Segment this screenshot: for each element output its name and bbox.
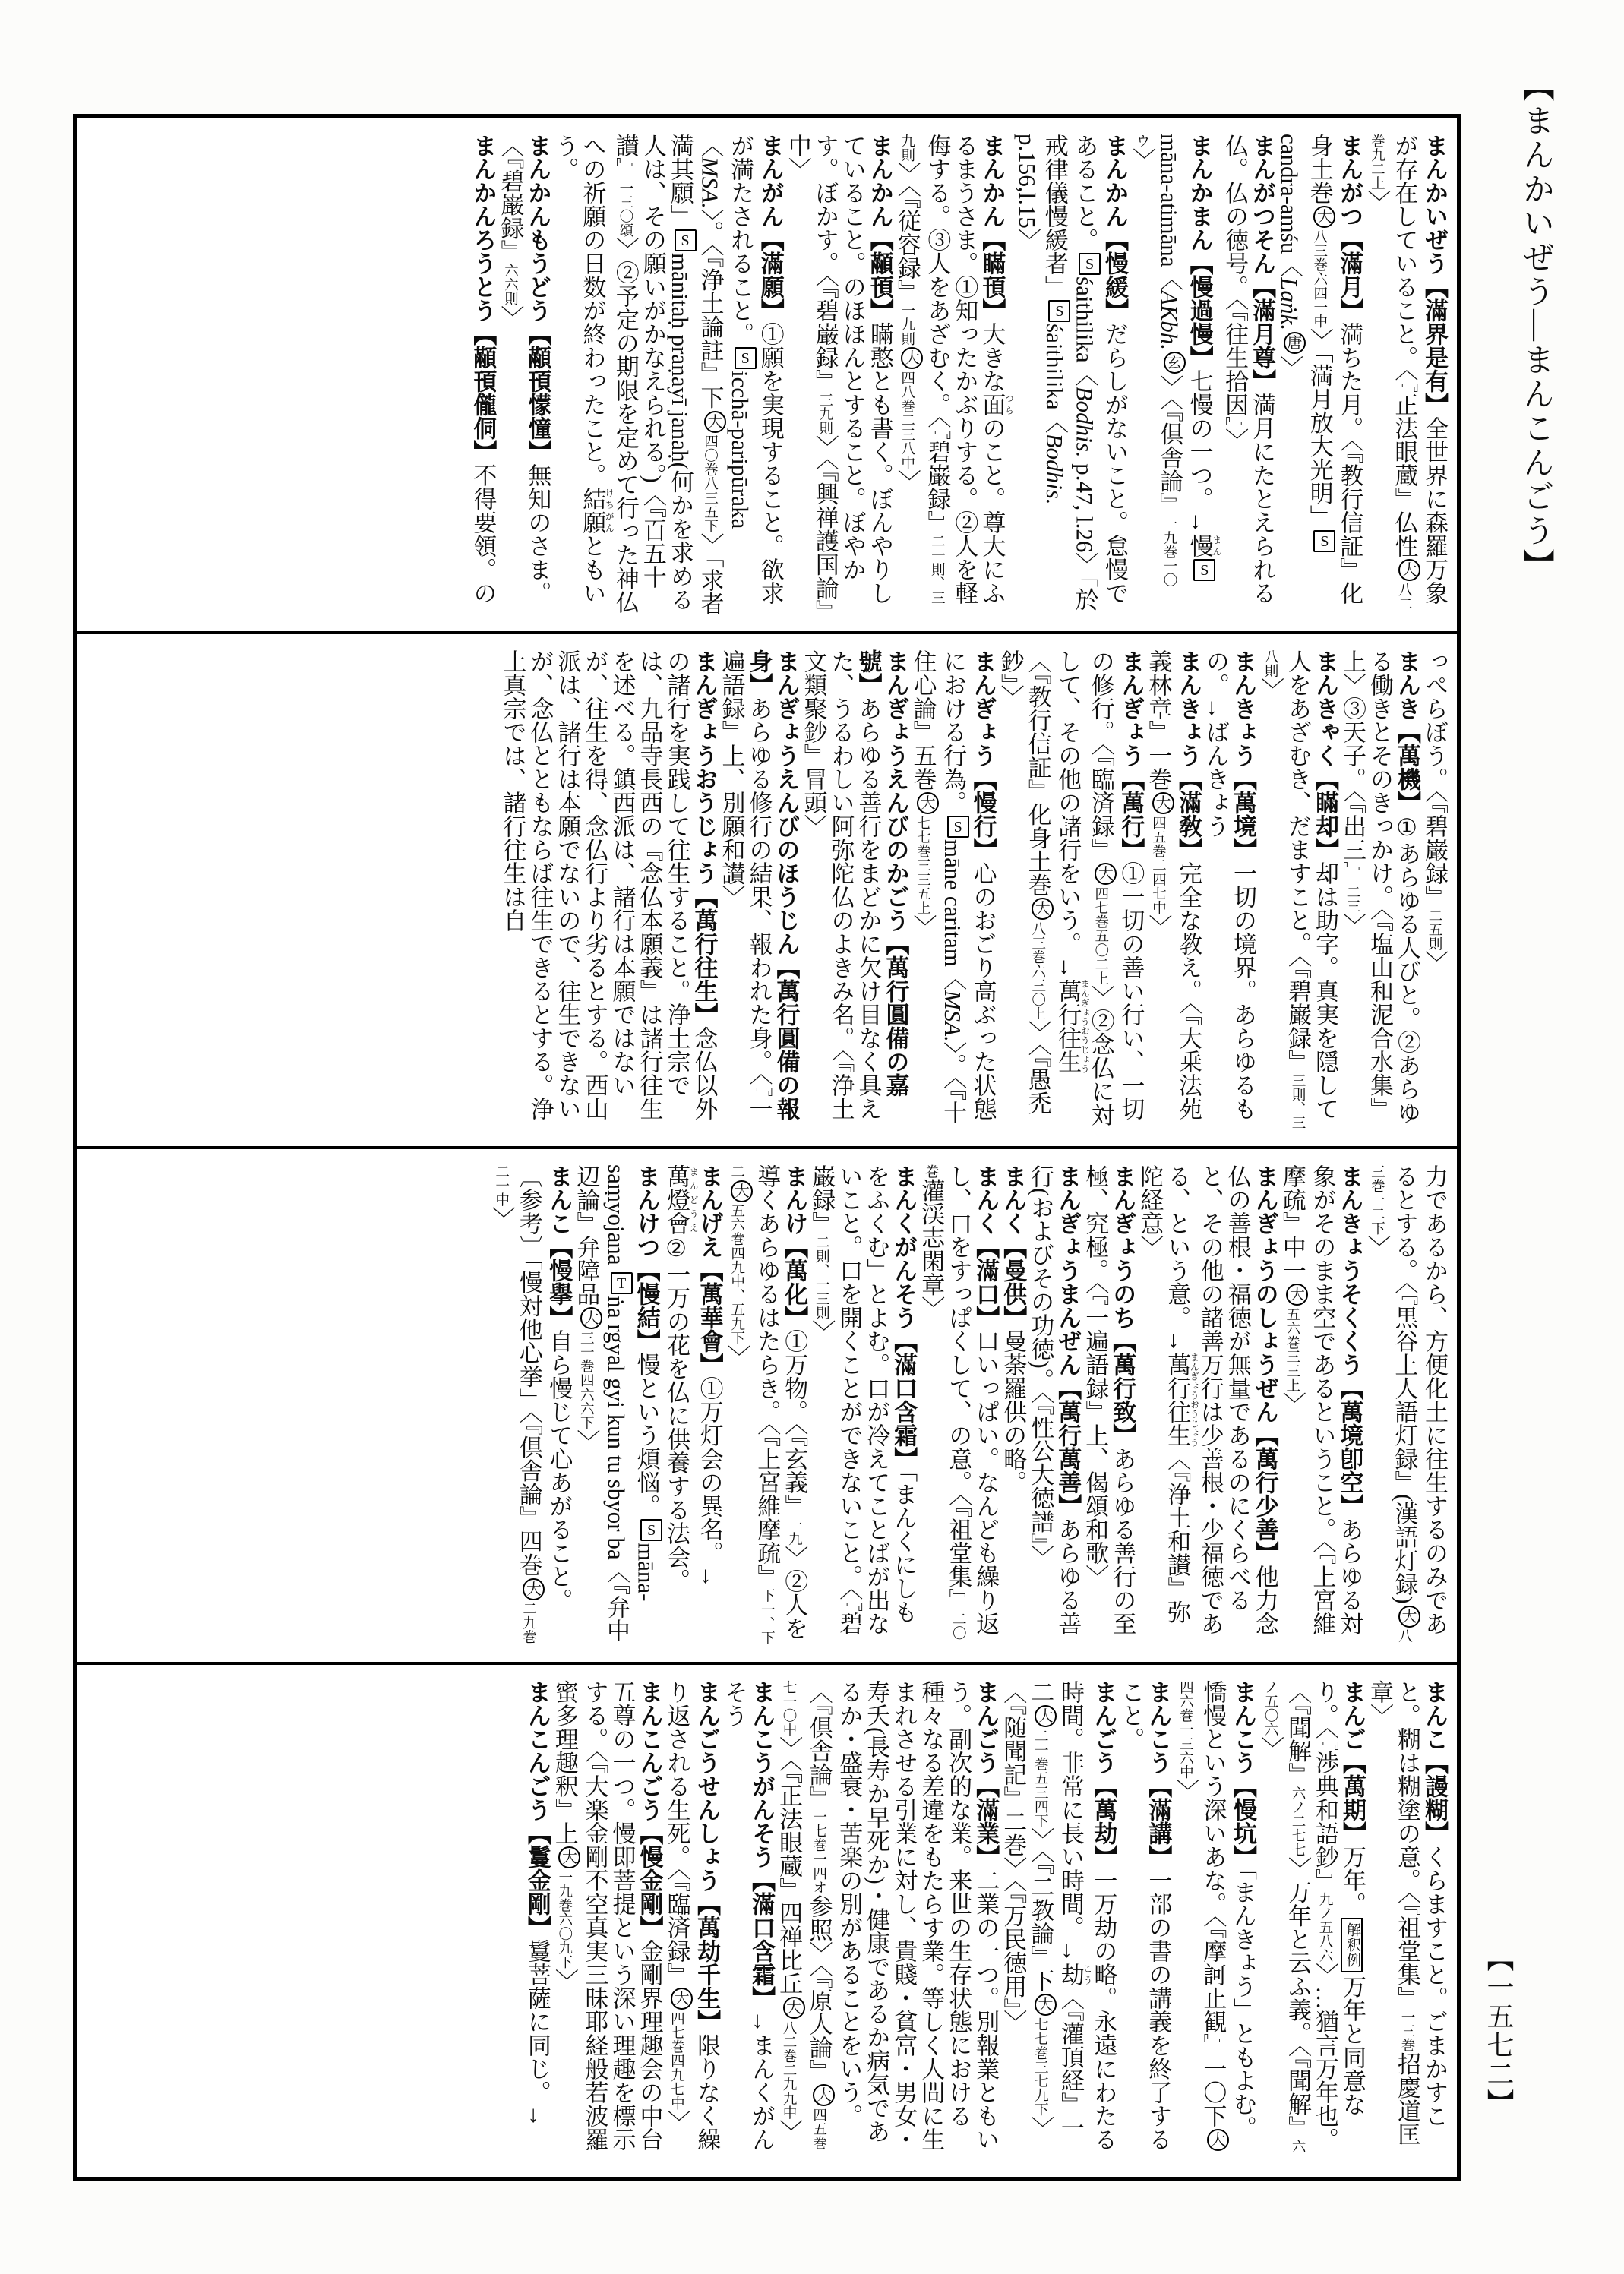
taisho-canon-icon: 大 [558, 1846, 580, 1868]
headword-kanji: 【慢緩】 [1101, 228, 1129, 322]
entry-body: 曼荼羅供の略。 [1000, 1329, 1027, 1494]
headword-kanji: 【慢結】 [633, 1259, 660, 1353]
headword [757, 134, 784, 322]
headword-kanji: 【萬行少善】 [1251, 1423, 1278, 1565]
taisho-canon-icon: 大 [783, 1997, 805, 2019]
headword-kanji: 【滿敎】 [1175, 766, 1202, 861]
locator-ref: 三一巻四六六下 [578, 1331, 595, 1430]
page-number: 【一五七二】 [1483, 1944, 1514, 2118]
dictionary-entry [1144, 649, 1202, 1132]
headword-kana: まんかんろうとう [469, 134, 497, 322]
band-4 [77, 1662, 1457, 2178]
locator-ref: 二則、一三則 [814, 1235, 830, 1320]
locator-ref: 四八巻二三八中 [899, 371, 915, 470]
locator-ref: 六六則 [502, 263, 519, 306]
headword [890, 1164, 917, 1470]
locator-ref: 六ノ五〇六 [1262, 1679, 1306, 2153]
locator-ref: 一三〇頌 [617, 181, 633, 238]
entry-body: 不得要領。の [469, 463, 497, 605]
entry-body: ①一切の善い行い、一切の修行。〈『臨済録』大四七巻五〇二上〉②念仏に対して、その他の諸行をいう。→萬行往生まんぎょうおうじょう〈『教行信証』化身土巻大八三巻六三〇上〉〈『愚禿鈔』〉 [997, 649, 1145, 1126]
headword [524, 1680, 551, 1939]
entry-body: ①万物。〈『玄義』一九〉②人を導くあらゆるはたらき。〈『上宮維摩疏』下一、下二大五六巻四九中、五九下〉 [723, 1164, 808, 1645]
locator-ref: 二五則 [1427, 908, 1442, 951]
dictionary-entry [775, 1680, 999, 2162]
headword-kanji: 【萬境卽空】 [1336, 1376, 1363, 1518]
headword-kana: まんがん [757, 134, 784, 228]
entry-body: 金剛界理趣会の中台五尊の一つ。慢即菩提という深い理趣を標示する。〈『大楽金剛不空真実三昧耶経般若波羅蜜多理趣釈』上大一九巻六〇九下〉 [551, 1679, 663, 2151]
locator-ref: 三九則 [817, 393, 833, 435]
dictionary-entry [717, 649, 799, 1132]
headword [1230, 1680, 1256, 1868]
locator-ref: 五六巻四九中、五九下 [728, 1203, 745, 1345]
locator-ref: 一七巻一四オ [810, 1809, 827, 1894]
headword-kanji: 【滿願】 [757, 228, 784, 322]
headword [972, 1680, 999, 1868]
headword [1090, 1680, 1117, 1868]
locator-ref: 八二巻二九九中 [781, 2020, 798, 2120]
entry-continuation [1420, 649, 1448, 1132]
locator-ref: 二〇巻 [923, 1164, 967, 1641]
headword-kanji: 【滿講】 [1145, 1773, 1172, 1868]
dictionary-entry [551, 1680, 663, 2162]
locator-ref: 一九巻一〇ウ [1134, 134, 1178, 587]
headword-kana: まんこう [1145, 1679, 1172, 1774]
headword-kana: まんぎょうまんぜん [1054, 1164, 1082, 1376]
entry-body: 限りなく繰り返される生死。〈『臨済録』大四七巻四九七中〉 [663, 1679, 721, 2151]
entry-body: 大きな面つらのこと。尊大にふるまうさま。①知ったかぶりする。②人を軽侮する。③人をあざむく。〈『碧巌録』二一則、三九則〉〈『従容録』一九則大四八巻二三八中〉 [893, 134, 1014, 605]
dictionary-entry [999, 1164, 1026, 1647]
sanskrit-marker-icon: S [675, 229, 697, 251]
taisho-canon-icon: 大 [917, 792, 939, 814]
headword-kanji: 【滿月尊】 [1249, 275, 1276, 393]
headword-kanji: 【慢金剛】 [636, 1821, 663, 1939]
headword-kana: まんぎょうのち [1109, 1164, 1136, 1329]
sanskrit-marker-icon: S [735, 347, 757, 369]
headword-kanji: 【滿業】 [972, 1773, 1000, 1868]
headword [1336, 1164, 1363, 1518]
dictionary-entry [1338, 649, 1420, 1132]
entry-body: 鬘菩薩に同じ。→ [523, 1938, 551, 2127]
taisho-canon-icon: 大 [813, 2084, 835, 2106]
headword-kanji: 【萬劫】 [1090, 1773, 1117, 1868]
headword-kana: まんごう [972, 1679, 1000, 1774]
headword-kanji: 【瞞却】 [1312, 766, 1338, 861]
locator-ref: 一三巻 [1399, 2009, 1415, 2052]
headword-kanji: 【萬行】 [1117, 766, 1145, 861]
dictionary-entry [1363, 134, 1448, 616]
headword-kanji: 【滿口含霜】 [748, 1868, 776, 2010]
headword [1252, 1164, 1278, 1565]
locator-ref: 二一巻五三四下 [1032, 1728, 1049, 1827]
dictionary-entry [1128, 134, 1221, 616]
taisho-canon-icon: 大 [523, 1578, 545, 1600]
headword-kana: まんこ [545, 1164, 573, 1235]
taisho-canon-icon: 大 [1398, 1606, 1420, 1628]
locator-ref: 八三巻六四一中 [1311, 229, 1328, 329]
locator-ref: 一九 [786, 1518, 803, 1546]
entry-body: 一部の書の講義を終了すること。 [1117, 1679, 1172, 2151]
dictionary-entry [498, 649, 717, 1132]
entry-body: 口いっぱい。なんども繰り返し、口をすっぱくして、の意。〈『祖堂集』二〇巻灌渓志閑章〉 [918, 1164, 1000, 1641]
headword-kanji: 【萬行致】 [1109, 1329, 1136, 1447]
headword [748, 1680, 775, 2010]
headword-kanji: 【滿口】 [972, 1235, 1000, 1329]
entry-body: 他力念仏の善根・福徳が無量であるのにくらべると、その他の諸善万行は少善根・少福徳である、という意。→萬行往生まんぎょうおうじょう〈『浄土和讃』弥陀経意〉 [1136, 1164, 1278, 1635]
entry-body: 「まんきょう」ともよむ。憍慢という深いあな。〈『摩訶止観』一〇下大四六巻一三六中〉 [1172, 1680, 1256, 2152]
headword-kanji: 【顢頇儱侗】 [469, 322, 497, 463]
headword [1394, 649, 1420, 814]
sanskrit-marker-icon: S [640, 1519, 662, 1541]
headword [545, 1164, 572, 1329]
entry-body: 完全な教え。〈『大乗法苑義林章』一巻大四五巻二四七中〉 [1145, 649, 1202, 1120]
headword-kana: まんごうせんしょう [694, 1679, 721, 1892]
locator-ref: 三則、三八則 [1262, 649, 1306, 1129]
dictionary-entry [496, 134, 551, 616]
headword [697, 1164, 723, 1376]
headword-kana: まんがつ [1336, 134, 1363, 228]
dictionary-entry [799, 649, 908, 1132]
headword [524, 134, 551, 463]
headword-kana: まんぎょうえんびのかごう [882, 649, 909, 932]
dictionary-entry [1275, 134, 1363, 616]
headword-kana: まんこんごう [523, 1679, 551, 1821]
dictionary-entry [784, 134, 893, 616]
locator-ref: 二九巻二一中 [493, 1164, 537, 1644]
dictionary-entry [572, 1164, 662, 1647]
headword [1054, 1164, 1081, 1518]
headword-kana: まんこうがんそう [748, 1679, 776, 1868]
dictionary-entry [1171, 1680, 1256, 2162]
locator-ref: 下一、下二 [728, 1164, 776, 1645]
dictionary-entry [1202, 649, 1256, 1132]
locator-ref: 二三 [1344, 884, 1360, 913]
headword [694, 1680, 720, 2033]
headword [1336, 134, 1363, 322]
dictionary-entry [662, 1164, 723, 1647]
sanskrit-marker-icon: S [947, 816, 969, 838]
headword [1000, 1164, 1026, 1329]
headword-kana: まんかいぜう [1421, 134, 1448, 275]
locator-ref: 四六巻一三六中 [1177, 1679, 1194, 1779]
dictionary-entry [488, 1164, 573, 1647]
taisho-canon-icon: 大 [1398, 559, 1420, 581]
dictionary-entry [1026, 1164, 1081, 1647]
headword-kanji: 【萬機】 [1394, 719, 1420, 814]
entry-body: だらしがないこと。怠慢であること。Sśaithilika〈Bodhis. p.47, l.26〉「於戒律儀慢緩者」Sśaithilika〈Bodhis. p.156,l.15〉 [1013, 134, 1129, 611]
headword [690, 649, 717, 1026]
headword-kana: まんき [1394, 649, 1420, 720]
headword [1312, 649, 1338, 861]
headword [1230, 649, 1256, 861]
entry-body: 慢という煩悩。Smāna-saṃyojana Tṅa rgyal gyi kun tu sbyor ba〈『弁中辺論』弁障品大三一巻四六六下〉 [573, 1164, 659, 1642]
entry-body: 一万劫の略。永遠にわたる時間。非常に長い時間。→劫こう〈『灌頂経』一二大二一巻五三四下〉〈『二教論』下大七七巻三七九下〉〈『随聞記』二巻〉〈『万民徳用』〉 [1000, 1679, 1117, 2151]
locator-ref: 八二巻九二上 [1369, 134, 1413, 611]
entry-body: 一切の境界。あらゆるもの。→ばんきょう [1202, 649, 1256, 1120]
entry-body: くらますこと。ごまかすこと。糊は糊塗の意。〈『祖堂集』一三巻招慶道匡章〉 [1366, 1679, 1448, 2146]
headword-kana: まんきゃく [1312, 649, 1338, 767]
headword [469, 134, 496, 463]
band-3 [77, 1146, 1457, 1662]
locator-ref: 五六巻三三上 [1284, 1307, 1300, 1392]
entry-continuation [1363, 1164, 1448, 1647]
headword [1421, 1680, 1448, 1845]
taisho-canon-icon: 大 [671, 1988, 693, 2010]
locator-ref: 四七巻四九七中 [668, 2010, 685, 2110]
dictionary-entry [1221, 134, 1275, 616]
headword [1117, 649, 1144, 861]
headword-kana: まんこ [1421, 1679, 1448, 1751]
headword-kanji: 【顢頇懞憧】 [524, 322, 551, 463]
headword-kana: まんこう [1230, 1679, 1256, 1774]
tang-version-icon: 唐 [1284, 332, 1306, 354]
headword-kanji: 【曼供】 [1000, 1235, 1027, 1329]
headword-kana: まんげえ [696, 1164, 723, 1259]
locator-ref: 八三巻六三〇上 [1029, 921, 1046, 1021]
dictionary-entry [551, 134, 783, 616]
headword-kana: まんけ [781, 1164, 808, 1235]
taisho-canon-icon: 大 [1207, 2129, 1229, 2151]
dictionary-entry [469, 134, 496, 616]
entry-body: ①あらゆる人びと。②あらゆる働きとそのきっかけ。〈『塩山和泥合水集』上〉③天子。〈『出三』二三〉 [1339, 649, 1420, 1124]
headword [1421, 134, 1448, 416]
headword [972, 1164, 999, 1329]
headword [867, 134, 893, 322]
headword-kana: まんぎょう [1117, 649, 1145, 767]
headword-kanji: 【滿界是有】 [1421, 275, 1448, 416]
dictionary-entry [1256, 1680, 1366, 2162]
headword [1339, 1680, 1366, 1845]
entry-body: ①願を実現すること。欲求が満たされること。Sicchā-paripūraka〈MSA.〉。〈『浄土論註』下大四〇巻八三五下〉「求者満其願」Smānitaḥ praṇayī janaḥ(何かを求める人は、その願いがかなえられる。)〈『百五十讃』一三〇頌〉②予定の期限を定めて行った神仏への祈願の日数が終わったこと。結願けちがんともいう。 [551, 134, 784, 616]
headword [1249, 134, 1275, 393]
running-head: 【まんかいぜう―まんこんごう】 [1518, 70, 1553, 583]
headword [636, 1680, 662, 1939]
kaishakurei-box: 解釈例 [1341, 1918, 1363, 1972]
entry-body: 全世界に森羅万象が存在していること。〈『正法眼蔵』仏性大八二巻九二上〉 [1363, 134, 1448, 611]
taisho-canon-icon: 大 [1152, 792, 1174, 814]
taisho-canon-icon: 大 [731, 1180, 753, 1202]
headword [781, 1164, 807, 1329]
headword [1186, 134, 1213, 369]
sanskrit-marker-icon: S [1079, 253, 1101, 275]
dictionary-entry [917, 1164, 999, 1647]
entry-body: あらゆる善行(およびその功徳)。〈『性公大徳譜』〉 [1027, 1164, 1082, 1635]
locator-ref: 四〇巻八三五下 [702, 434, 719, 533]
headword [1145, 1680, 1171, 1868]
dictionary-entry [1366, 1680, 1448, 2162]
locator-ref: 一九巻六〇九下 [556, 1869, 573, 1969]
headword-kana: まんこんごう [636, 1679, 663, 1821]
headword [633, 1164, 660, 1353]
locator-ref: 二一則、三九則 [899, 134, 946, 605]
headword-kanji: 【滿月】 [1336, 228, 1363, 322]
locator-ref: 九ノ五八六 [1317, 1891, 1333, 1963]
headword-kana: まんきょうそくくう [1336, 1164, 1363, 1376]
entry-body: 心のおごり高ぶった状態における行為。Smāne caritam〈MSA.〉。〈『十住心論』五巻大七七巻三三五上〉 [909, 649, 997, 1124]
locator-ref: 一九則 [899, 303, 915, 346]
sanskrit-marker-icon: S [1193, 559, 1215, 581]
dictionary-entry [1117, 1680, 1171, 2162]
entry-body: 却は助字。真実を隠して人をあざむき、だますこと。〈『碧巌録』三則、三八則〉 [1257, 649, 1338, 1129]
entry-body: ①万灯会の異名。→萬燈會まんどうえ②一万の花を仏に供養する法会。 [663, 1164, 723, 1592]
locator-ref: 四七巻五〇二上 [1092, 886, 1109, 985]
taisho-canon-icon: 大 [1032, 898, 1054, 920]
headword-kanji: 【慢過慢】 [1186, 251, 1213, 369]
headword-kanji: 【顢頇】 [866, 228, 893, 322]
taisho-canon-icon: 大 [1095, 863, 1117, 885]
headword-kana: まんけつ [633, 1164, 660, 1259]
entry-body: 満月にたとえられる仏。仏の徳号。〈『往生拾因』〉 [1221, 134, 1276, 605]
taisho-canon-icon: 大 [1035, 1994, 1057, 2016]
entry-body: 万年。解釈例万年と同意なり。〈『渉典和語鈔』九ノ五八六〉…猶言万年也。〈『聞解』六ノ二七七〉万年と云ふ義。〈『聞解』六ノ五〇六〉 [1257, 1679, 1366, 2153]
band-1 [77, 118, 1457, 631]
headword [1109, 1164, 1136, 1447]
taisho-canon-icon: 大 [1286, 1284, 1308, 1306]
dictionary-entry [1278, 1164, 1363, 1647]
taisho-canon-icon: 大 [1313, 206, 1335, 228]
headword-kana: まんくがんそう [890, 1164, 918, 1329]
headword-kanji: 【萬行圓備の報身】 [745, 649, 800, 1120]
entry-body: 二業の一つ。別報業ともいう。副次的な業。来世の生存状態における種々なる差違をもたらす業。等しく人間に生まれさせる引業に対し、貴賤・貧富・男女・寿夭(長寿か早死か)・健康であるか病気であるか・盛衰・苦楽の別があることをいう。〈『倶舎論』一七巻一四オ参照〉〈『原人論』大四五巻七一〇中〉〈『正法眼蔵』四禅比丘大八二巻二九九中〉 [776, 1679, 1000, 2151]
headword-kana: まんく [972, 1164, 1000, 1235]
headword-kanji: 【謾糊】 [1421, 1750, 1448, 1845]
entry-body: っぺらぼう。〈『碧巌録』二五則〉 [1421, 649, 1448, 974]
locator-ref: 四五巻二四七中 [1150, 815, 1167, 914]
entry-body: 七慢の一つ。→慢まんSmāna-atimāna〈AKbh.玄〉〈『倶舎論』一九巻一〇ウ〉 [1129, 134, 1221, 587]
headword-kanji: 【慢坑】 [1230, 1773, 1256, 1868]
headword [970, 649, 997, 861]
headword-kana: まんかん [978, 134, 1006, 228]
entry-body: 力であるから、方便化土に往生するのみであるとする。〈『黒谷上人語灯録』(漢語灯録)大八三巻一二下〉 [1363, 1164, 1448, 1644]
headword-kanji: 【慢行】 [969, 766, 997, 861]
dictionary-entry [662, 1680, 720, 2162]
entry-body: 満ちた月。〈『教行信証』化身土巻大八三巻六四一中〉「満月放大光明」Scandra-amśu〈Laṅk.唐〉 [1276, 134, 1363, 605]
headword-kana: まんく [1000, 1164, 1027, 1235]
headword-kana: まんご [1339, 1679, 1366, 1751]
headword-kana: まんぎょうおうじょう [690, 649, 718, 885]
headword [978, 134, 1005, 322]
headword-kanji: 【滿口含霜】 [890, 1329, 918, 1470]
headword-kanji: 【萬行圓備の嘉號】 [855, 649, 909, 1097]
entry-body: 瞞憨とも書く。ぼんやりしていること。のほほんとすること。ぼやかす。ぼかす。〈『碧巌録』三九則〉〈『興禅護国論』中〉 [784, 134, 893, 612]
dictionary-entry [999, 1680, 1117, 2162]
entry-body: あらゆる対象がそのまま空であるということ。〈『上宮維摩疏』中一大五六巻三三上〉 [1278, 1164, 1363, 1635]
headword-kanji: 【慢擧】 [545, 1235, 573, 1329]
headword-kana: まんきょう [1230, 649, 1256, 767]
entry-body: あらゆる善行の至極、究極。〈『一遍語録』上、偈頌和歌〉 [1082, 1164, 1136, 1635]
headword-kanji: 【瞞頇】 [978, 228, 1006, 322]
dictionary-entry [893, 134, 1013, 616]
sanskrit-marker-icon: S [1048, 300, 1070, 322]
entry-body: あらゆる善行をまどかに欠け目なく具えた、うるわしい阿弥陀仏のよきみ名。〈『浄土文類聚鈔』冒頭〉 [800, 649, 882, 1120]
headword-kanji: 【萬境】 [1230, 766, 1256, 861]
entry-body: →まんくがんそう [721, 1679, 776, 2151]
headword-kanji: 【萬行往生】 [690, 884, 718, 1026]
locator-ref: 七七巻三七九下 [1032, 2017, 1049, 2116]
entry-body: 「まんくにしもをふくむ」とよむ。口が冷えてことばが出ないこと。口を開くことができないこと。〈『碧巌録』二則、一三則〉 [808, 1164, 918, 1635]
dictionary-entry [997, 649, 1145, 1132]
band-2 [77, 631, 1457, 1147]
headword-kana: まんがつそん [1249, 134, 1276, 275]
headword-kana: まんぎょうえんびのほうじん [773, 649, 800, 955]
headword [1101, 134, 1128, 322]
xuanzang-version-icon: 玄 [1164, 352, 1186, 374]
headword-kanji: 【鬘金剛】 [523, 1821, 551, 1939]
entry-body: 自ら慢じて心あがること。〔参考〕「慢対他心挙」〈『倶舎論』四巻大二九巻二一中〉 [488, 1164, 573, 1644]
locator-ref: 八三巻一二下 [1369, 1164, 1413, 1644]
locator-ref: 四五巻七一〇中 [781, 1679, 827, 2150]
headword-kana: まんきょう [1175, 649, 1202, 767]
headword-kanji: 【萬化】 [781, 1235, 808, 1329]
entry-body: あらゆる修行の結果、報われた身。〈『一遍語録』上、別願和讃〉 [718, 649, 773, 1120]
entry-body: 無知のさま。〈『碧巌録』六六則〉 [497, 134, 551, 605]
taisho-canon-icon: 大 [580, 1307, 602, 1329]
content-frame [73, 114, 1461, 2181]
taisho-canon-icon: 大 [1035, 1705, 1057, 1727]
headword-kana: まんぎょう [969, 649, 997, 767]
dictionary-entry [1013, 134, 1128, 616]
dictionary-entry [908, 649, 996, 1132]
dictionary-entry [523, 1680, 551, 2162]
dictionary-entry [807, 1164, 917, 1647]
headword-kana: まんかん [1101, 134, 1129, 228]
taisho-canon-icon: 大 [704, 411, 726, 433]
dictionary-entry [1081, 1164, 1136, 1647]
headword-kanji: 【萬華會】 [696, 1259, 723, 1376]
sanskrit-marker-icon: S [1313, 530, 1335, 552]
headword-kanji: 【萬期】 [1339, 1750, 1366, 1845]
locator-ref: 七七巻三三五上 [915, 815, 931, 914]
taisho-canon-icon: 大 [901, 347, 923, 369]
entry-body: 念仏以外の諸行を実践して往生すること。浄土宗では、九品寺長西の『念仏本願義』は諸行往生を述べる。鎮西派は、諸行は本願ではないが、往生を得、念仏行より劣るとする。西山派は、諸行は本願でないので、往生できないが、念仏とともならば往生できるとする。浄土真宗では、諸行往生は自 [499, 649, 718, 1120]
headword-kanji: 【萬劫千生】 [694, 1891, 721, 2033]
headword-kanji: 【萬行萬善】 [1054, 1376, 1082, 1518]
headword-kana: まんごう [1090, 1679, 1117, 1774]
tibetan-marker-icon: T [611, 1272, 633, 1294]
locator-ref: 六ノ二七七 [1290, 1786, 1306, 1856]
headword-kana: まんかまん [1186, 134, 1213, 251]
headword-kana: まんぎょうのしょうぜん [1251, 1164, 1278, 1423]
dictionary-entry [1136, 1164, 1278, 1647]
headword [1175, 649, 1202, 861]
dictionary-entry [1256, 649, 1338, 1132]
dictionary-entry [723, 1164, 808, 1647]
headword-kana: まんかん [866, 134, 893, 228]
headword-kana: まんかんもうどう [524, 134, 551, 322]
dictionary-entry [720, 1680, 775, 2162]
